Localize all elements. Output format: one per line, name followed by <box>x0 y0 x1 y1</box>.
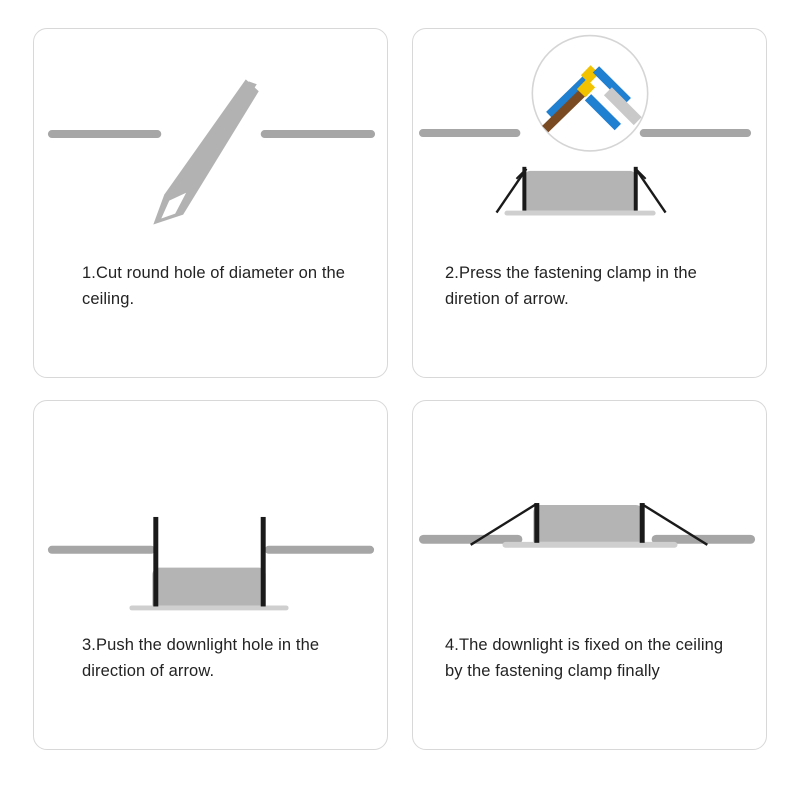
clamp-vertical-right <box>261 517 266 606</box>
fastening-clamp-left <box>497 167 527 213</box>
ceiling-line-right <box>261 130 375 138</box>
downlight-body <box>524 171 635 211</box>
ceiling-line-right <box>265 546 374 554</box>
ceiling-line-left <box>419 129 520 137</box>
step-1-figure <box>34 29 387 247</box>
step-panel-3 <box>33 400 388 750</box>
step-panel-2 <box>412 28 767 378</box>
step-panel-4 <box>412 400 767 750</box>
step-3-figure <box>34 401 387 619</box>
trim-ring <box>504 211 655 216</box>
step-2-figure <box>413 29 766 247</box>
step-panel-1 <box>33 28 388 378</box>
downlight-body <box>533 505 642 542</box>
step-2-caption: 2.Press the fastening clamp in the diretion of arrow. <box>445 264 697 308</box>
steps-grid <box>30 28 770 750</box>
step-3-caption: 3.Push the downlight hole in the direction of arrow. <box>82 636 320 680</box>
fastening-clamp-right <box>634 167 666 213</box>
trim-ring <box>502 542 677 548</box>
step-4-figure <box>413 401 766 619</box>
step-1-caption: 1.Cut round hole of diameter on the ceiling. <box>82 264 346 308</box>
downlight-body <box>152 568 265 606</box>
step-4-caption: 4.The downlight is fixed on the ceiling by the fastening clamp finally <box>445 636 724 680</box>
clamp-vertical-left <box>153 517 158 606</box>
ceiling-line-left <box>48 130 161 138</box>
ceiling-line-left <box>48 546 155 554</box>
ceiling-line-right <box>640 129 751 137</box>
wiring-detail-circle <box>532 36 647 151</box>
